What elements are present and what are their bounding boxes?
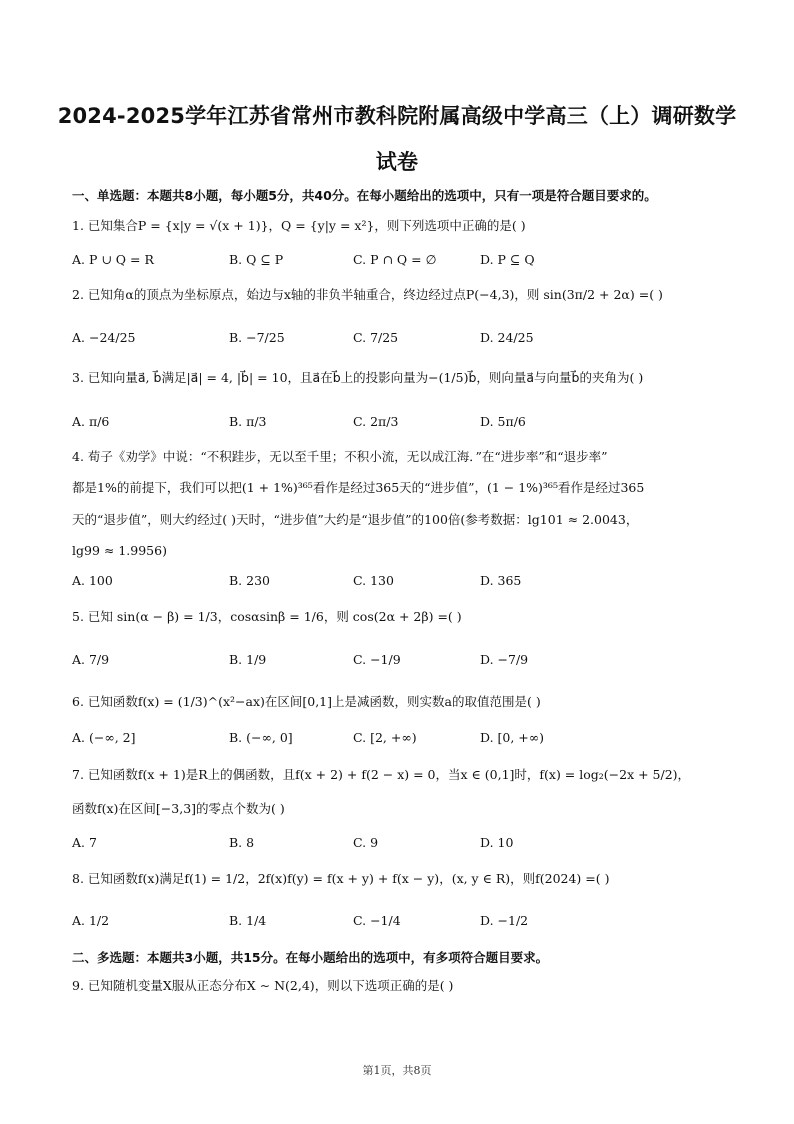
page-footer: 第1页，共8页 <box>362 1064 432 1077</box>
question-9-stem: 9. 已知随机变量X服从正态分布X ∼ N(2,4)，则以下选项正确的是( ) <box>72 978 454 993</box>
question-4-stem-line-2: 都是1%的前提下，我们可以把(1 + 1%)³⁶⁵看作是经过365天的“进步值”，(1 − 1%)³⁶⁵看作是经过365 <box>72 480 645 495</box>
option-a: A. 7 <box>72 835 97 850</box>
option-a: A. 100 <box>72 573 113 588</box>
option-b: B. 8 <box>229 835 255 850</box>
option-d: D. [0, +∞) <box>480 730 545 745</box>
exam-title-line-2: 试卷 <box>375 150 419 174</box>
option-c: C. 7/25 <box>353 330 399 345</box>
section-heading-single-choice: 一、单选题：本题共8小题，每小题5分，共40分。在每小题给出的选项中，只有一项是符合题目要求的。 <box>72 188 657 203</box>
option-a: A. π/6 <box>72 414 110 429</box>
option-b: B. 1/9 <box>229 652 267 667</box>
option-a: A. P ∪ Q = R <box>72 252 154 267</box>
option-c: C. −1/9 <box>353 652 401 667</box>
question-3-stem: 3. 已知向量a⃗, b⃗满足|a⃗| = 4, |b⃗| = 10，且a⃗在b⃗上的投影向量为−(1/5)b⃗，则向量a⃗与向量b⃗的夹角为( ) <box>72 370 644 385</box>
question-8-stem: 8. 已知函数f(x)满足f(1) = 1/2，2f(x)f(y) = f(x + y) + f(x − y)，(x, y ∈ R)，则f(2024) =( ) <box>72 871 610 886</box>
section-heading-multiple-choice: 二、多选题：本题共3小题，共15分。在每小题给出的选项中，有多项符合题目要求。 <box>72 950 549 965</box>
option-a: A. −24/25 <box>72 330 136 345</box>
option-b: B. (−∞, 0] <box>229 730 293 745</box>
option-d: D. 10 <box>480 835 514 850</box>
option-c: C. 9 <box>353 835 379 850</box>
option-b: B. −7/25 <box>229 330 285 345</box>
question-4-stem-line-4: lg99 ≈ 1.9956) <box>72 543 167 558</box>
option-b: B. 1/4 <box>229 913 267 928</box>
option-b: B. Q ⊆ P <box>229 252 284 267</box>
option-b: B. 230 <box>229 573 270 588</box>
option-a: A. 7/9 <box>72 652 110 667</box>
option-d: D. 5π/6 <box>480 414 526 429</box>
option-c: C. [2, +∞) <box>353 730 417 745</box>
question-7-stem-line-1: 7. 已知函数f(x + 1)是R上的偶函数，且f(x + 2) + f(2 − x) = 0，当x ∈ (0,1]时，f(x) = log₂(−2x + 5/2)， <box>72 767 691 782</box>
question-5-stem: 5. 已知 sin(α − β) = 1/3，cosαsinβ = 1/6，则 cos(2α + 2β) =( ) <box>72 609 462 624</box>
option-d: D. P ⊆ Q <box>480 252 535 267</box>
option-a: A. (−∞, 2] <box>72 730 136 745</box>
option-b: B. π/3 <box>229 414 267 429</box>
option-d: D. 24/25 <box>480 330 534 345</box>
question-2-stem: 2. 已知角α的顶点为坐标原点，始边与x轴的非负半轴重合，终边经过点P(−4,3)，则 sin(3π/2 + 2α) =( ) <box>72 287 663 302</box>
question-7-stem-line-2: 函数f(x)在区间[−3,3]的零点个数为( ) <box>72 801 285 816</box>
question-6-stem: 6. 已知函数f(x) = (1/3)^(x²−ax)在区间[0,1]上是减函数，则实数a的取值范围是( ) <box>72 694 541 709</box>
option-c: C. P ∩ Q = ∅ <box>353 252 437 267</box>
option-d: D. −1/2 <box>480 913 529 928</box>
question-4-stem-line-1: 4. 荀子《劝学》中说：“不积跬步，无以至千里；不积小流，无以成江海．”在“进步率”和“退步率” <box>72 449 608 464</box>
option-d: D. −7/9 <box>480 652 529 667</box>
option-c: C. −1/4 <box>353 913 401 928</box>
exam-title-line-1: 2024-2025学年江苏省常州市教科院附属高级中学高三（上）调研数学 <box>57 104 737 128</box>
option-c: C. 2π/3 <box>353 414 399 429</box>
question-4-stem-line-3: 天的“退步值”，则大约经过( )天时，“进步值”大约是“退步值”的100倍(参考数据：lg101 ≈ 2.0043， <box>72 512 639 527</box>
option-d: D. 365 <box>480 573 522 588</box>
option-a: A. 1/2 <box>72 913 110 928</box>
question-1-stem: 1. 已知集合P = {x|y = √(x + 1)}，Q = {y|y = x²}，则下列选项中正确的是( ) <box>72 218 526 233</box>
option-c: C. 130 <box>353 573 394 588</box>
